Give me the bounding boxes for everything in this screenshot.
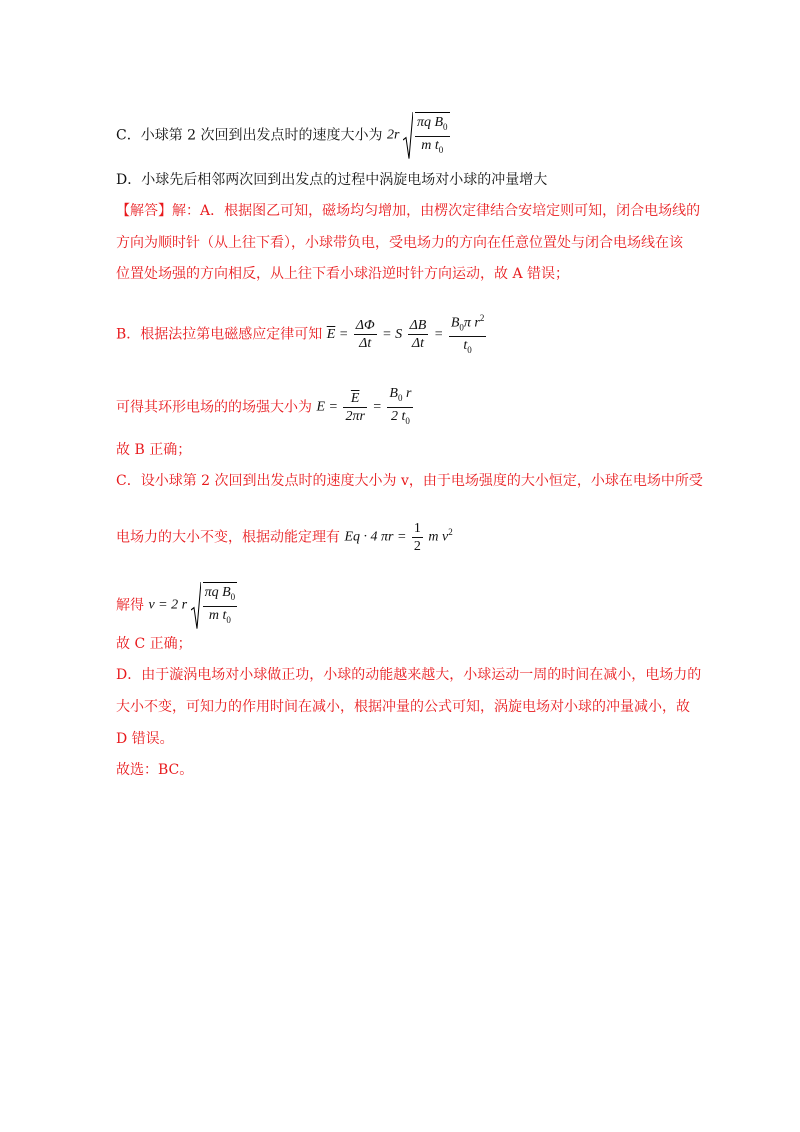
answer-final: 故选：BC。 bbox=[116, 762, 194, 778]
answer-c-formula-1: Eq · 4 πr = $\frac{1}{2}$ m $v^2$ bbox=[344, 521, 453, 554]
answer-c-text-2: 电场力的大小不变，根据动能定理有 bbox=[116, 529, 340, 546]
answer-b-text-2: 可得其环形电场的的场强大小为 bbox=[116, 399, 312, 416]
option-d: D．小球先后相邻两次回到出发点的过程中涡旋电场对小球的冲量增大 bbox=[116, 172, 548, 188]
option-c bbox=[116, 112, 452, 159]
answer-b-line-2 bbox=[116, 385, 415, 430]
answer-b-text-1: B．根据法拉第电磁感应定律可知 bbox=[116, 326, 323, 343]
answer-a-line-3: 位置处场强的方向相反，从上往下看小球沿逆时针方向运动，故 A 错误； bbox=[116, 266, 570, 282]
answer-a-line-1: 【解答】解：A．根据图乙可知，磁场均匀增加，由楞次定律结合安培定则可知，闭合电场线的 bbox=[116, 203, 701, 219]
answer-d-line-3: D 错误。 bbox=[116, 731, 174, 747]
option-c-label: C．小球第 2 次回到出发点时的速度大小为 bbox=[116, 127, 383, 144]
answer-d-line-2: 大小不变，可知力的作用时间在减小，根据冲量的公式可知，涡旋电场对小球的冲量减小，故 bbox=[116, 699, 690, 715]
answer-a-line-2: 方向为顺时针（从上往下看），小球带负电，受电场力的方向在任意位置处与闭合电场线在该 bbox=[116, 235, 683, 251]
answer-c-line-1: C．设小球第 2 次回到出发点时的速度大小为 v，由于电场强度的大小恒定，小球在电场中所受 bbox=[116, 473, 703, 489]
answer-b-formula-1: $\overline{E}$ = $\frac{\Delta\Phi}{\Delta t}$ = S $\frac{\Delta B}{\Delta t}$ = $\frac{B_0\pi r^2}{t_0}$ bbox=[327, 310, 489, 359]
option-c-formula: 2r $\frac{\pi q B_0}{m t_0}$ bbox=[387, 112, 452, 159]
answer-c-formula-2: v = 2 r $\frac{\pi q B_0}{m t_0}$ bbox=[148, 582, 239, 629]
answer-c-line-2 bbox=[116, 520, 453, 555]
answer-b-line-1 bbox=[116, 310, 488, 359]
answer-c-conclusion: 故 C 正确； bbox=[116, 636, 192, 652]
answer-c-line-3 bbox=[116, 582, 239, 629]
answer-b-formula-2: E = $\frac{\overline{E}}{2\pi r}$ = $\frac{B_0 r}{2 t_0}$ bbox=[316, 386, 412, 426]
answer-c-text-3: 解得 bbox=[116, 597, 144, 614]
answer-d-line-1: D．由于漩涡电场对小球做正功，小球的动能越来越大，小球运动一周的时间在减小，电场力的 bbox=[116, 667, 702, 683]
answer-b-conclusion: 故 B 正确； bbox=[116, 442, 192, 458]
